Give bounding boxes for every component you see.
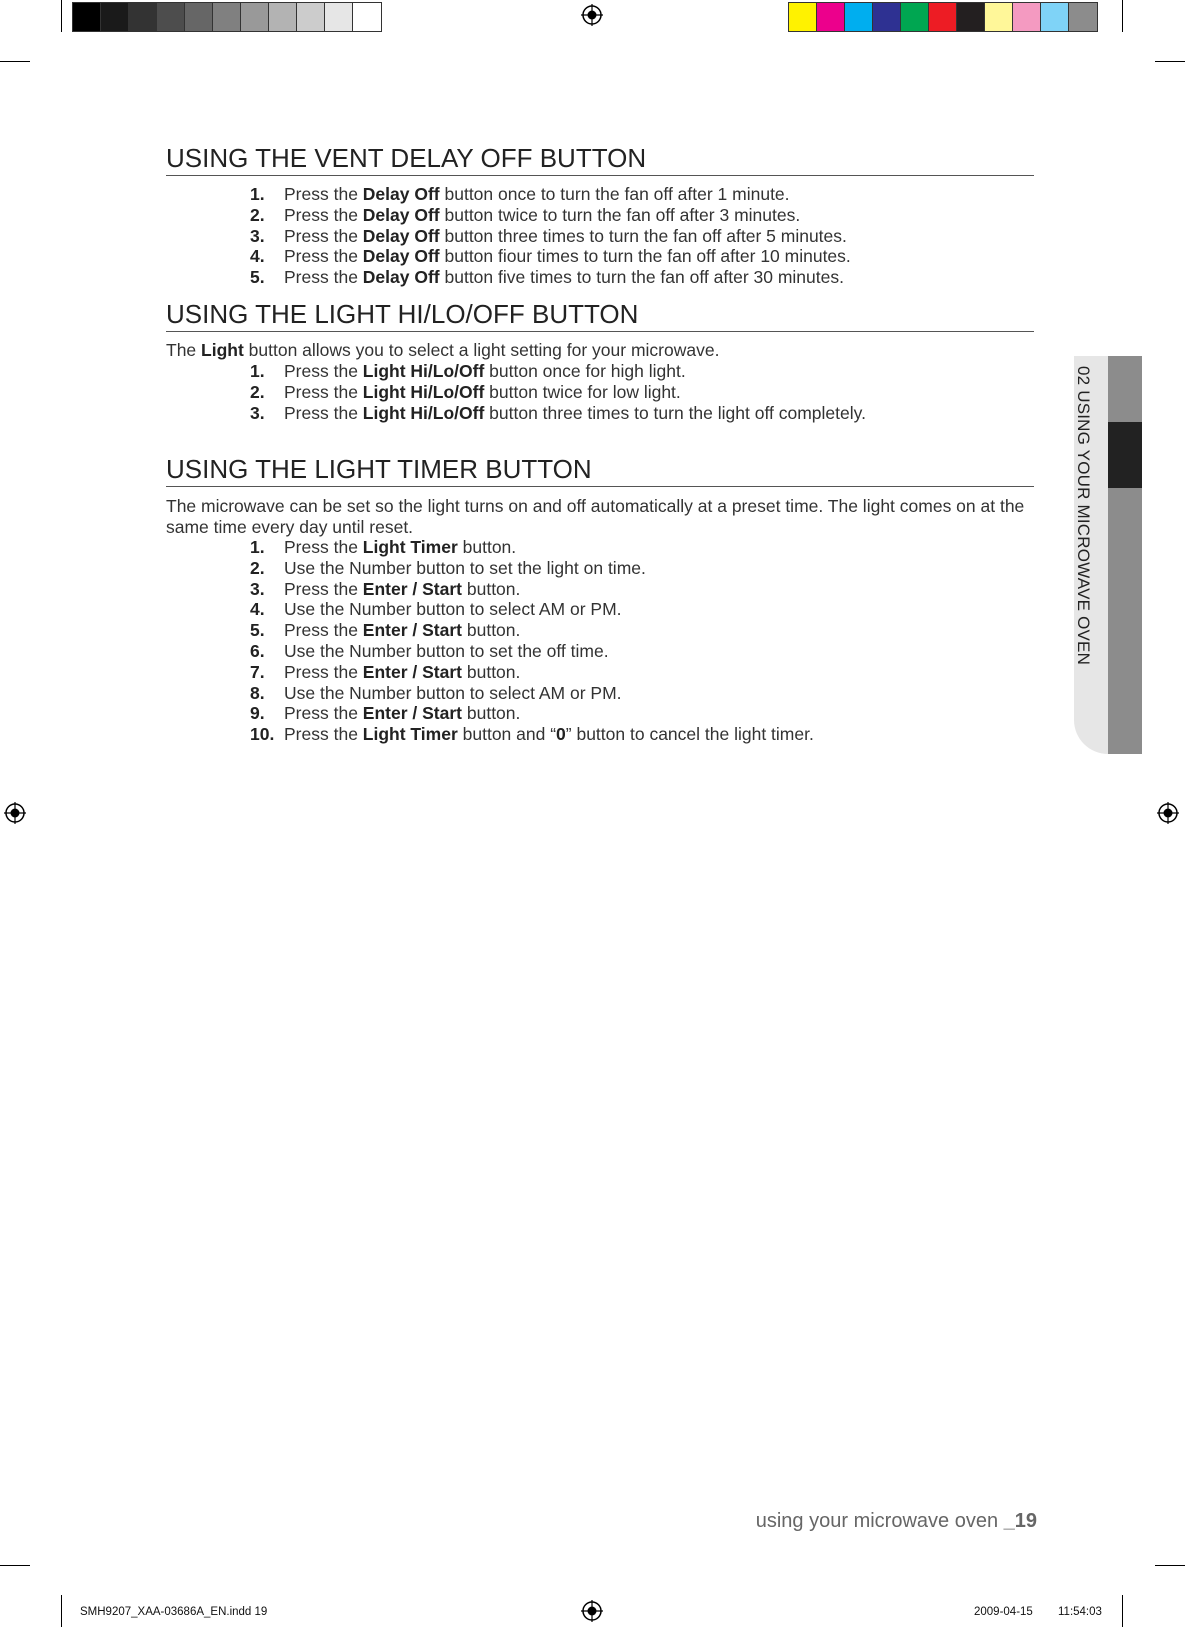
list-item <box>250 662 1040 683</box>
step-text: Press the <box>284 267 363 288</box>
step-button-name: Light Hi/Lo/Off <box>362 402 485 423</box>
light-timer-steps <box>250 537 1040 745</box>
color-swatch <box>269 3 297 31</box>
color-swatch-strip <box>788 2 1098 32</box>
color-swatch <box>73 3 101 31</box>
side-tab-gray-bar <box>1108 356 1142 754</box>
step-text: button twice for low light. <box>484 381 681 402</box>
crop-mark <box>0 61 30 62</box>
slug-date: 2009-04-15 <box>974 1606 1033 1618</box>
color-swatch <box>325 3 353 31</box>
page-footer <box>756 1510 1037 1533</box>
step-number: 1. <box>250 184 265 204</box>
crop-mark <box>61 1595 62 1627</box>
step-text: Press the <box>284 578 363 599</box>
light-hi-lo-off-steps <box>250 361 1040 423</box>
list-item <box>250 537 1040 558</box>
step-number: 5. <box>250 267 265 288</box>
color-swatch <box>901 3 929 31</box>
step-text: button five times to turn the fan off after 30 minutes. <box>439 267 844 288</box>
color-swatch <box>129 3 157 31</box>
step-button-name: Light Timer <box>362 537 458 557</box>
step-number: 3. <box>250 402 265 423</box>
step-text: Use the Number button to select AM or PM. <box>284 682 622 703</box>
step-number: 6. <box>250 640 265 661</box>
list-item <box>250 599 1040 620</box>
crop-mark <box>0 1565 30 1566</box>
step-text: ” button to cancel the light timer. <box>565 724 814 745</box>
list-item <box>250 683 1040 704</box>
list-item <box>250 246 1040 267</box>
color-swatch <box>353 3 381 31</box>
color-swatch <box>213 3 241 31</box>
color-swatch <box>817 3 845 31</box>
step-button-name: Delay Off <box>362 267 440 288</box>
step-number: 4. <box>250 599 265 620</box>
step-number: 7. <box>250 661 265 682</box>
light-intro-paragraph <box>166 340 1038 361</box>
side-tab-active-marker <box>1108 422 1142 488</box>
step-button-name: Delay Off <box>362 246 440 267</box>
step-button-name: Light Hi/Lo/Off <box>362 361 485 381</box>
crop-mark <box>1155 1565 1185 1566</box>
step-text: Press the <box>284 402 363 423</box>
list-item <box>250 403 1040 424</box>
step-number: 3. <box>250 578 265 599</box>
section-heading-light-timer: USING THE LIGHT TIMER BUTTON <box>166 454 1034 487</box>
light-intro-bold: Light <box>201 340 244 360</box>
registration-mark-icon <box>581 1600 603 1622</box>
light-intro-pre: The <box>166 340 202 360</box>
color-swatch <box>985 3 1013 31</box>
step-number: 9. <box>250 703 265 724</box>
step-button-name: Delay Off <box>362 184 440 204</box>
step-button-name: Light Timer <box>362 724 458 745</box>
step-text: button once for high light. <box>484 361 686 381</box>
step-button-name: Delay Off <box>362 225 440 246</box>
step-number: 4. <box>250 246 265 267</box>
step-text: button. <box>457 537 517 557</box>
color-swatch <box>957 3 985 31</box>
step-text: Use the Number button to set the off time. <box>284 640 609 661</box>
step-button-name: Enter / Start <box>362 661 462 682</box>
list-item <box>250 226 1040 247</box>
color-swatch <box>845 3 873 31</box>
step-text: Press the <box>284 661 363 682</box>
list-item <box>250 703 1040 724</box>
crop-mark <box>61 0 62 32</box>
color-swatch <box>1013 3 1041 31</box>
crop-mark <box>1155 61 1185 62</box>
step-number: 2. <box>250 381 265 402</box>
step-button-name: Enter / Start <box>362 703 462 724</box>
step-text: button and “ <box>457 724 557 745</box>
color-swatch <box>101 3 129 31</box>
step-text: Press the <box>284 620 363 641</box>
step-text: Press the <box>284 225 363 246</box>
crop-mark <box>1122 0 1123 32</box>
step-number: 1. <box>250 361 265 381</box>
slug-time: 11:54:03 <box>1058 1606 1102 1618</box>
list-item <box>250 267 1040 288</box>
step-text: button. <box>462 620 521 641</box>
color-swatch <box>1041 3 1069 31</box>
color-swatch <box>929 3 957 31</box>
step-number: 5. <box>250 620 265 641</box>
list-item <box>250 205 1040 226</box>
list-item <box>250 361 1040 382</box>
slug-filename: SMH9207_XAA-03686A_EN.indd 19 <box>80 1606 268 1618</box>
step-button-name: Enter / Start <box>362 578 462 599</box>
step-number: 1. <box>250 537 265 557</box>
page-number: _19 <box>1003 1510 1037 1532</box>
vent-delay-off-steps <box>250 184 1040 288</box>
step-text: button three times to turn the light off completely. <box>484 402 866 423</box>
timer-intro-paragraph: The microwave can be set so the light turns on and off automatically at a preset time. The light comes on at the same time every day until reset. <box>166 496 1025 537</box>
step-text: button. <box>462 578 521 599</box>
step-text: Use the Number button to select AM or PM. <box>284 599 622 620</box>
step-number: 3. <box>250 225 265 246</box>
step-text: Press the <box>284 703 363 724</box>
section-heading-vent-delay-off: USING THE VENT DELAY OFF BUTTON <box>166 143 1034 176</box>
list-item <box>250 558 1040 579</box>
section-heading-light-hi-lo-off: USING THE LIGHT HI/LO/OFF BUTTON <box>166 299 1034 332</box>
step-text: Press the <box>284 361 363 381</box>
registration-mark-icon <box>581 4 603 26</box>
step-text: button twice to turn the fan off after 3 minutes. <box>439 204 801 225</box>
step-text: Press the <box>284 204 363 225</box>
step-text: Press the <box>284 246 363 267</box>
step-button-name: Delay Off <box>362 204 440 225</box>
color-swatch <box>157 3 185 31</box>
step-number: 2. <box>250 557 265 578</box>
color-swatch <box>185 3 213 31</box>
chapter-side-tab-label: 02 USING YOUR MICROWAVE OVEN <box>1074 366 1093 666</box>
step-number: 10. <box>250 724 275 745</box>
step-text: Use the Number button to set the light on time. <box>284 557 646 578</box>
color-swatch <box>297 3 325 31</box>
color-swatch <box>1069 3 1097 31</box>
step-text: button fiour times to turn the fan off after 10 minutes. <box>439 246 851 267</box>
list-item <box>250 724 1040 745</box>
list-item <box>250 579 1040 600</box>
step-text: Press the <box>284 537 363 557</box>
color-swatch <box>873 3 901 31</box>
step-text: button three times to turn the fan off after 5 minutes. <box>439 225 847 246</box>
list-item <box>250 641 1040 662</box>
color-swatch <box>241 3 269 31</box>
list-item <box>250 184 1040 205</box>
step-text: button. <box>462 661 521 682</box>
step-text: button. <box>462 703 521 724</box>
step-text: Press the <box>284 184 363 204</box>
step-button-name: Enter / Start <box>362 620 462 641</box>
registration-mark-icon <box>1157 802 1179 824</box>
step-text: button once to turn the fan off after 1 minute. <box>439 184 790 204</box>
crop-mark <box>1122 1595 1123 1627</box>
list-item <box>250 382 1040 403</box>
step-number: 2. <box>250 204 265 225</box>
step-text: Press the <box>284 381 363 402</box>
footer-section-name: using your microwave oven <box>755 1510 1004 1532</box>
light-intro-post: button allows you to select a light setting for your microwave. <box>243 340 720 360</box>
step-button-name: 0 <box>556 724 566 745</box>
list-item <box>250 620 1040 641</box>
grayscale-swatch-strip <box>72 2 382 32</box>
step-text: Press the <box>284 724 363 745</box>
step-button-name: Light Hi/Lo/Off <box>362 381 485 402</box>
step-number: 8. <box>250 682 265 703</box>
color-swatch <box>789 3 817 31</box>
registration-mark-icon <box>4 802 26 824</box>
